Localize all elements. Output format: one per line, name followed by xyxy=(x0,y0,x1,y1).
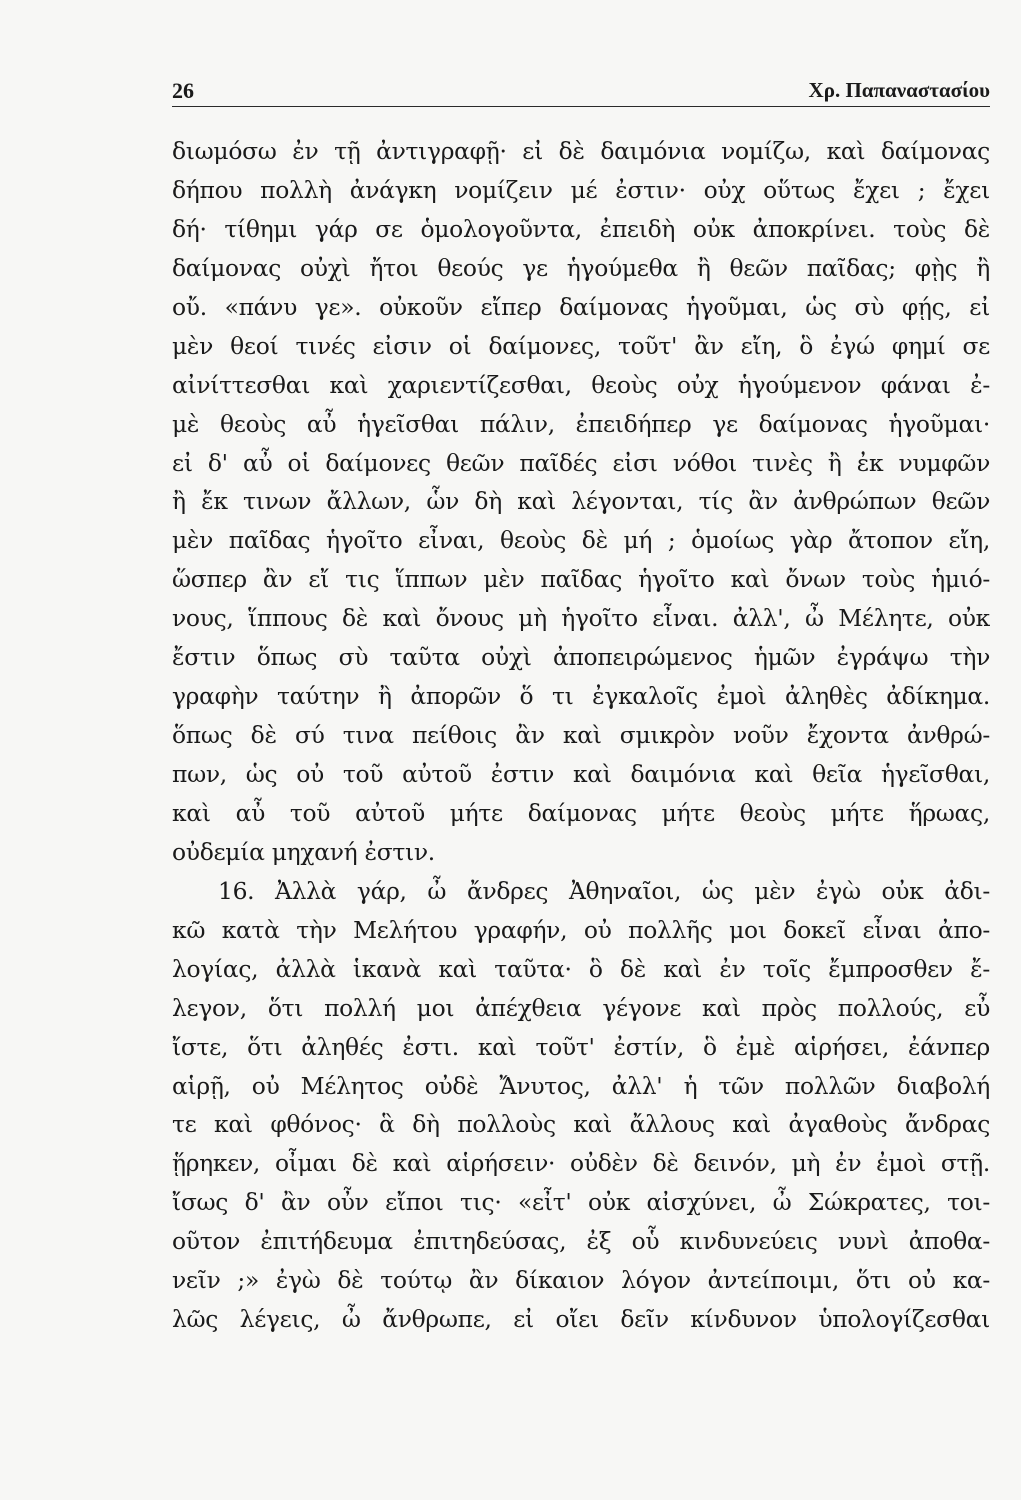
text-line: λογίας, ἀλλὰ ἱκανὰ καὶ ταῦτα· ὃ δὲ καὶ ἐν τοῖς ἔμπροσθεν ἔ- xyxy=(172,954,990,983)
text-line: γραφὴν ταύτην ἢ ἀπορῶν ὅ τι ἐγκαλοῖς ἐμοὶ ἀληθὲς ἀδίκημα. xyxy=(172,682,990,711)
text-line: ὅπως δὲ σύ τινα πείθοις ἂν καὶ σμικρὸν νοῦν ἔχοντα ἀνθρώ- xyxy=(172,721,990,750)
text-line: δή· τίθημι γάρ σε ὁμολογοῦντα, ἐπειδὴ οὐκ ἀποκρίνει. τοὺς δὲ xyxy=(172,214,990,243)
text-line: μὲν παῖδας ἡγοῖτο εἶναι, θεοὺς δὲ μή ; ὁμοίως γὰρ ἄτοπον εἴη, xyxy=(172,526,990,555)
text-line: κῶ κατὰ τὴν Μελήτου γραφήν, οὐ πολλῆς μοι δοκεῖ εἶναι ἀπο- xyxy=(172,915,990,944)
text-line: μὲ θεοὺς αὖ ἡγεῖσθαι πάλιν, ἐπειδήπερ γε δαίμονας ἡγοῦμαι· xyxy=(172,409,990,438)
text-line: ἴσως δ' ἂν οὖν εἴποι τις· «εἶτ' οὐκ αἰσχύνει, ὦ Σώκρατες, τοι- xyxy=(172,1188,990,1217)
text-line: ᾕρηκεν, οἶμαι δὲ καὶ αἱρήσειν· οὐδὲν δὲ δεινόν, μὴ ἐν ἐμοὶ στῇ. xyxy=(172,1149,990,1178)
text-line: καὶ αὖ τοῦ αὐτοῦ μήτε δαίμονας μήτε θεοὺς μήτε ἥρωας, xyxy=(172,798,990,827)
text-line: οὔ. «πάνυ γε». οὐκοῦν εἴπερ δαίμονας ἡγοῦμαι, ὡς σὺ φῄς, εἰ xyxy=(172,292,990,321)
text-line: ἔστιν ὅπως σὺ ταῦτα οὐχὶ ἀποπειρώμενος ἡμῶν ἐγράψω τὴν xyxy=(172,643,990,672)
text-line: οὐδεμία μηχανή ἐστιν. xyxy=(172,837,435,866)
text-line: αἱρῇ, οὐ Μέλητος οὐδὲ Ἄνυτος, ἀλλ' ἡ τῶν πολλῶν διαβολή xyxy=(172,1071,990,1100)
text-line: 16. Ἀλλὰ γάρ, ὦ ἄνδρες Ἀθηναῖοι, ὡς μὲν ἐγὼ οὐκ ἀδι- xyxy=(218,876,990,905)
text-line: ἢ ἔκ τινων ἄλλων, ὧν δὴ καὶ λέγονται, τίς ἂν ἀνθρώπων θεῶν xyxy=(172,487,990,516)
text-line: δήπου πολλὴ ἀνάγκη νομίζειν μέ ἐστιν· οὐχ οὕτως ἔχει ; ἔχει xyxy=(172,175,990,204)
page-number: 26 xyxy=(172,78,194,103)
text-line: διωμόσω ἐν τῇ ἀντιγραφῇ· εἰ δὲ δαιμόνια νομίζω, καὶ δαίμονας xyxy=(172,137,990,165)
text-line: πων, ὡς οὐ τοῦ αὐτοῦ ἐστιν καὶ δαιμόνια καὶ θεῖα ἡγεῖσθαι, xyxy=(172,760,990,788)
text-line: μὲν θεοί τινές εἰσιν οἱ δαίμονες, τοῦτ' ἂν εἴη, ὃ ἐγώ φημί σε xyxy=(172,331,990,360)
text-line: νεῖν ;» ἐγὼ δὲ τούτῳ ἂν δίκαιον λόγον ἀντείποιμι, ὅτι οὐ κα- xyxy=(172,1266,990,1295)
text-line: ἴστε, ὅτι ἀληθές ἐστι. καὶ τοῦτ' ἐστίν, ὃ ἐμὲ αἱρήσει, ἐάνπερ xyxy=(172,1032,990,1061)
text-line: οῦτον ἐπιτήδευμα ἐπιτηδεύσας, ἐξ οὗ κινδυνεύεις νυνὶ ἀποθα- xyxy=(172,1227,990,1256)
text-line: τε καὶ φθόνος· ἃ δὴ πολλοὺς καὶ ἄλλους καὶ ἀγαθοὺς ἄνδρας xyxy=(172,1110,990,1139)
body-text xyxy=(172,132,990,1339)
text-line: ὥσπερ ἂν εἴ τις ἵππων μὲν παῖδας ἡγοῖτο καὶ ὄνων τοὺς ἡμιό- xyxy=(172,565,990,594)
paragraph-p1 xyxy=(172,132,990,872)
page-header xyxy=(172,72,990,106)
text-line: δαίμονας οὐχὶ ἤτοι θεούς γε ἡγούμεθα ἢ θεῶν παῖδας; φῂς ἢ xyxy=(172,253,990,282)
running-head: Χρ. Παπαναστασίου xyxy=(808,78,990,102)
header-rule xyxy=(172,106,990,107)
text-line: λεγον, ὅτι πολλή μοι ἀπέχθεια γέγονε καὶ πρὸς πολλούς, εὖ xyxy=(172,993,990,1022)
text-line: νους, ἵππους δὲ καὶ ὄνους μὴ ἡγοῖτο εἶναι. ἀλλ', ὦ Μέλητε, οὐκ xyxy=(172,604,990,633)
text-line: αἰνίττεσθαι καὶ χαριεντίζεσθαι, θεοὺς οὐχ ἡγούμενον φάναι ἐ- xyxy=(172,370,990,399)
text-line: λῶς λέγεις, ὦ ἄνθρωπε, εἰ οἴει δεῖν κίνδυνον ὑπολογίζεσθαι xyxy=(172,1305,990,1334)
text-line: εἰ δ' αὖ οἱ δαίμονες θεῶν παῖδές εἰσι νόθοι τινὲς ἢ ἐκ νυμφῶν xyxy=(172,448,990,477)
paragraph-p2 xyxy=(172,872,990,1339)
